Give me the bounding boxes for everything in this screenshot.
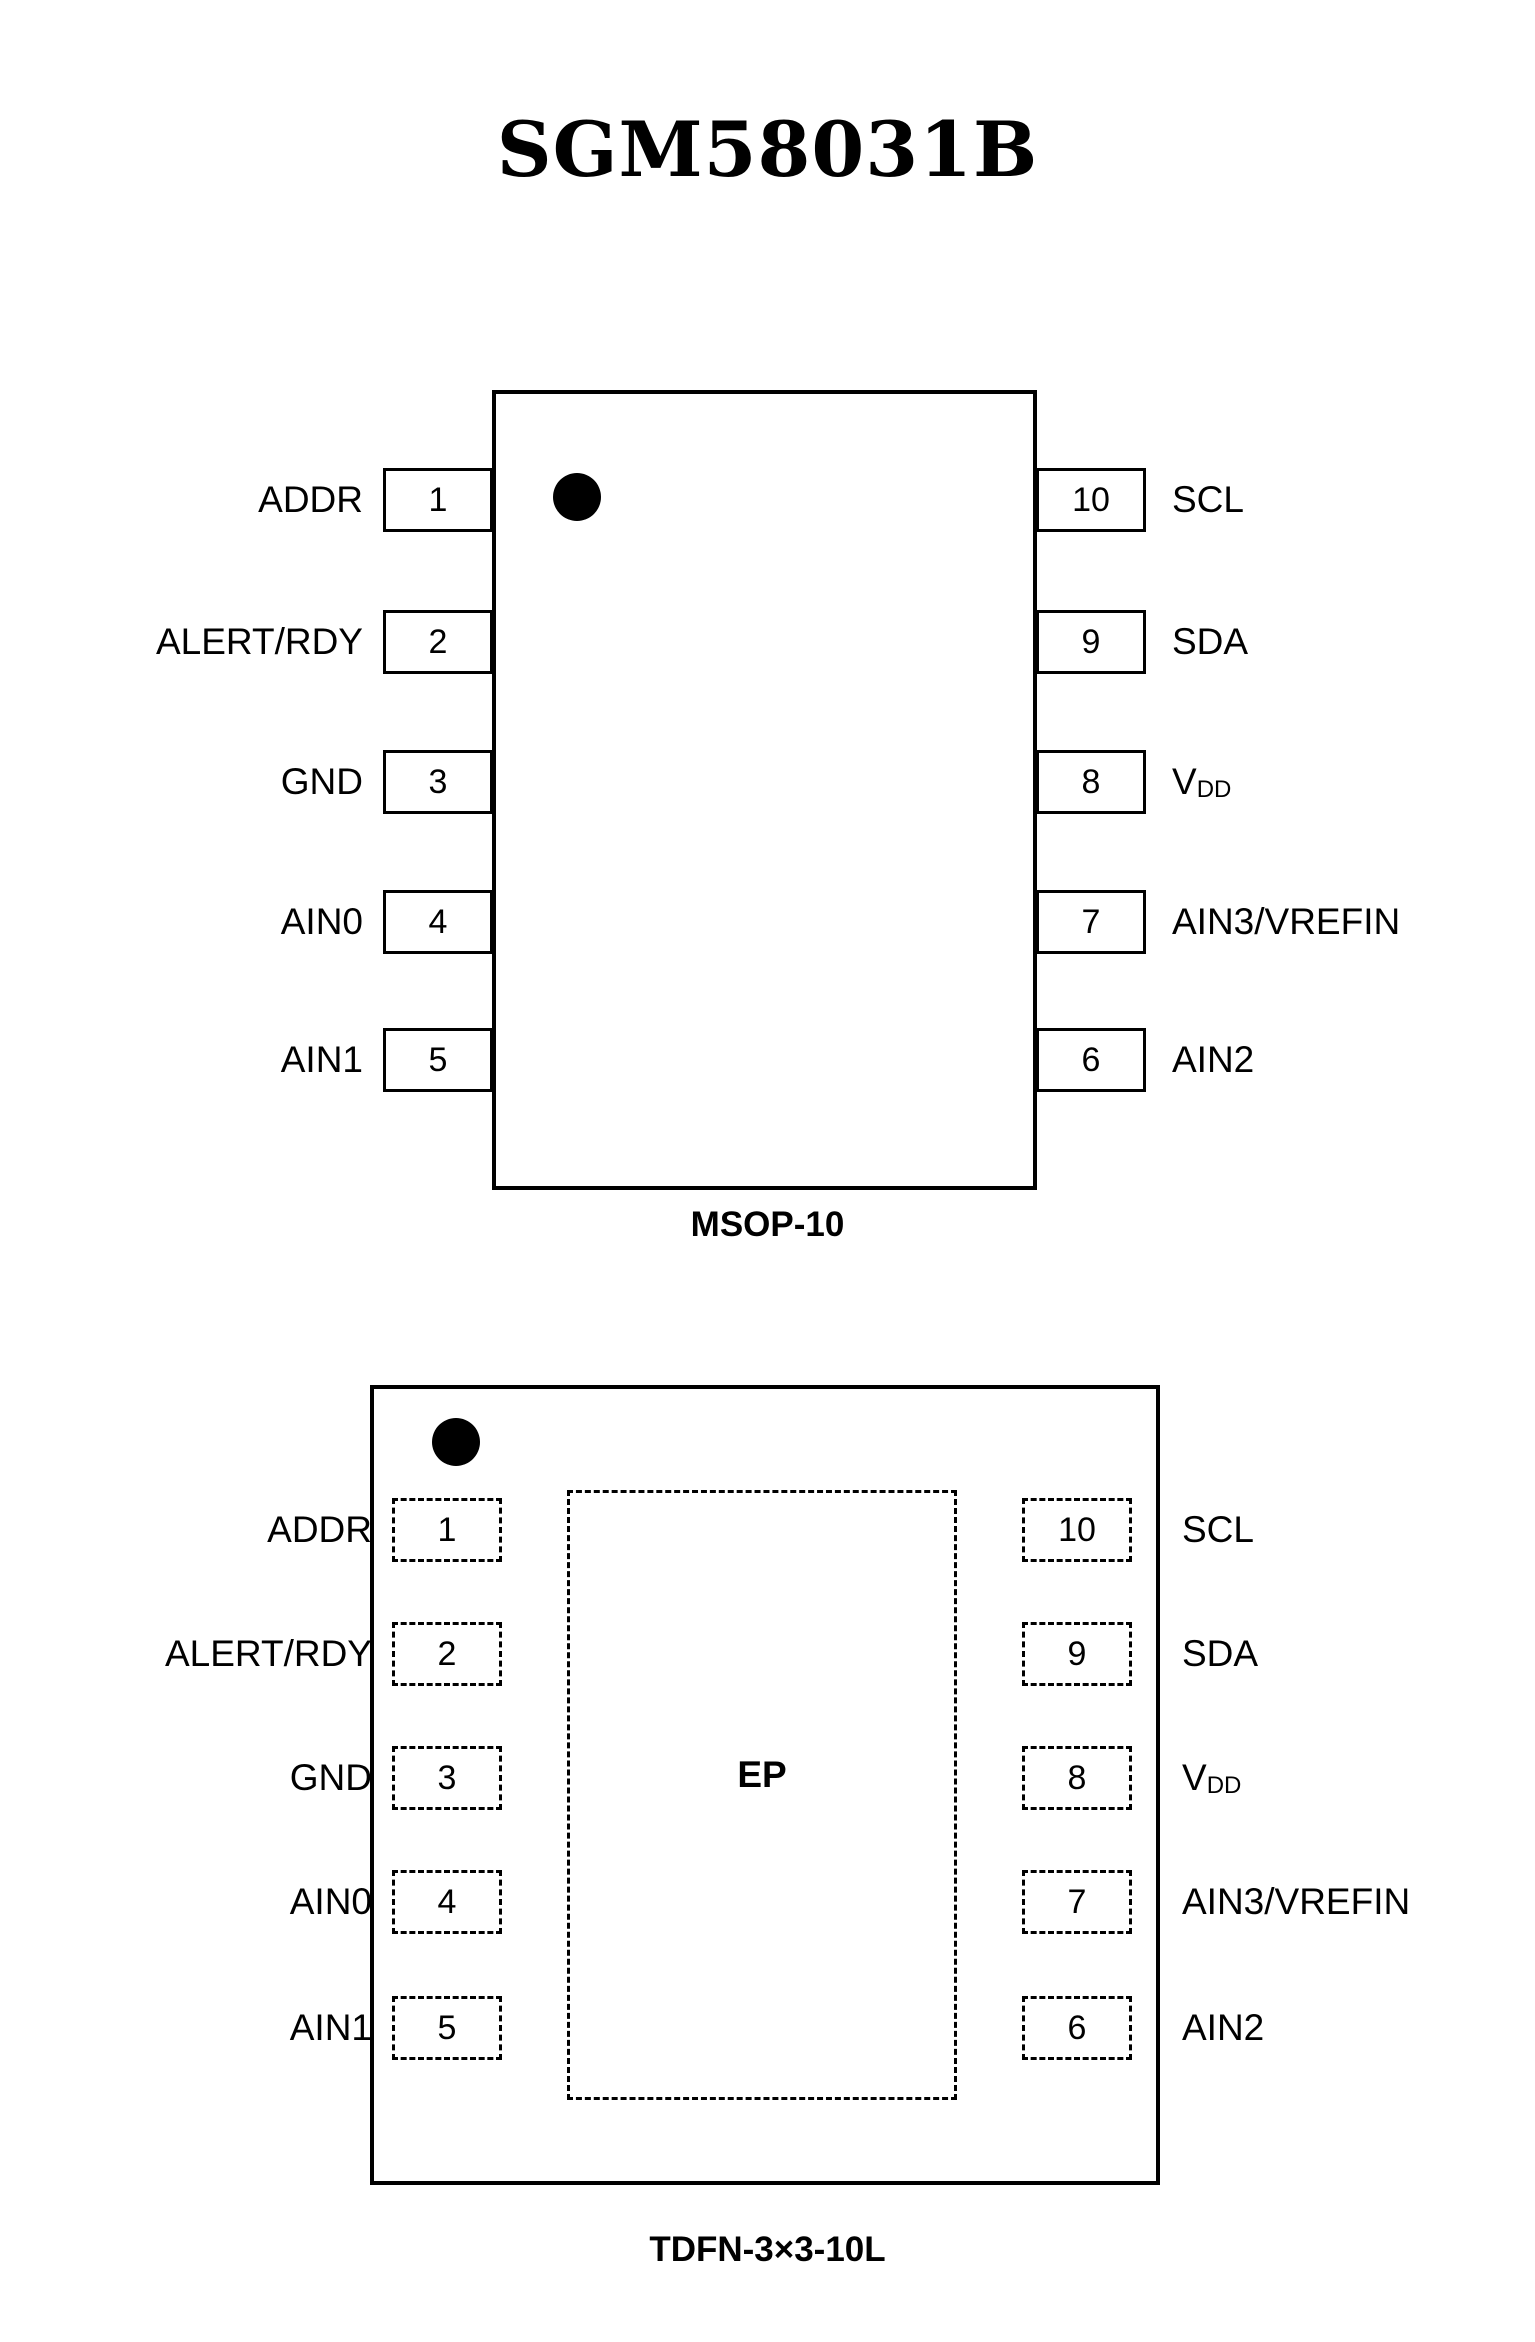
- pin-pad-left-2: [392, 1622, 502, 1686]
- pin-label-left-5: [50, 2002, 372, 2054]
- pin-label-subscript: DD: [1206, 1772, 1242, 1799]
- exposed-pad-label: EP: [737, 1754, 787, 1795]
- pin-label-text: ADDR: [258, 479, 363, 520]
- pin1-dot-icon: [432, 1418, 480, 1466]
- pin-number: 5: [437, 2008, 457, 2047]
- pin-number: 10: [1072, 480, 1110, 519]
- pin-number: 7: [1081, 902, 1101, 941]
- pin-label-text: AIN0: [289, 1881, 372, 1922]
- pin-number: 10: [1058, 1510, 1096, 1549]
- pin-pad-left-4: [392, 1870, 502, 1934]
- pin-number: 8: [1067, 1758, 1087, 1797]
- pin-number: 2: [437, 1634, 457, 1673]
- pin-label-text: AIN2: [1182, 2007, 1265, 2048]
- pin-number: 9: [1067, 1634, 1087, 1673]
- page-title: SGM58031B: [496, 105, 1039, 194]
- pin-pad-left-5: [392, 1996, 502, 2060]
- pin-number: 2: [428, 622, 448, 661]
- pin-label-text: SDA: [1182, 1633, 1259, 1674]
- pin-label-right-8: [1182, 1752, 1522, 1804]
- pin-pad-left-1: [392, 1498, 502, 1562]
- pin-number: 1: [428, 480, 448, 519]
- pin-label-text: ALERT/RDY: [156, 621, 363, 662]
- pin-label-text: AIN3/VREFIN: [1182, 1881, 1411, 1922]
- pin-label-left-4: [50, 1876, 372, 1928]
- pin-label-text: GND: [280, 761, 363, 802]
- pin-label-text: SCL: [1172, 479, 1244, 520]
- pin-number: 6: [1067, 2008, 1087, 2047]
- pin-label-text: ADDR: [267, 1509, 372, 1550]
- pin-pad-right-6: [1022, 1996, 1132, 2060]
- pin-number: 6: [1081, 1040, 1101, 1079]
- pin-label-left-2: [50, 1628, 372, 1680]
- pin-pad-right-10: [1022, 1498, 1132, 1562]
- pin-label-left-5: [73, 1034, 363, 1086]
- pin-number: 4: [437, 1882, 457, 1921]
- pin-pad-right-7: [1022, 1870, 1132, 1934]
- pin-label-text: AIN2: [1172, 1039, 1255, 1080]
- pin-label-text: SDA: [1172, 621, 1249, 662]
- pin-pad-left-3: [392, 1746, 502, 1810]
- pin-label-left-1: [50, 1504, 372, 1556]
- pin-number: 9: [1081, 622, 1101, 661]
- pin-label-text: AIN1: [280, 1039, 363, 1080]
- pin-number: 7: [1067, 1882, 1087, 1921]
- pin-pad-right-8: [1022, 1746, 1132, 1810]
- package-caption-tdfn: TDFN-3×3-10L: [649, 2230, 886, 2269]
- pin-label-right-10: [1182, 1504, 1522, 1556]
- pin-label-right-6: [1182, 2002, 1522, 2054]
- pin-number: 8: [1081, 762, 1101, 801]
- pin-pad-left-5: [383, 1028, 493, 1092]
- pin-number: 4: [428, 902, 448, 941]
- pin-label-text: AIN1: [289, 2007, 372, 2048]
- pin-label-right-9: [1182, 1628, 1522, 1680]
- pin-label-text: AIN0: [280, 901, 363, 942]
- pin-pad-right-6: [1036, 1028, 1146, 1092]
- pin-label-right-7: [1182, 1876, 1532, 1928]
- pin-pad-right-9: [1022, 1622, 1132, 1686]
- pin-label-text: GND: [289, 1757, 372, 1798]
- pin-label-text: V: [1172, 761, 1197, 802]
- pin-label-right-6: [1172, 1034, 1502, 1086]
- package-caption-msop: MSOP-10: [690, 1205, 845, 1244]
- pin-number: 1: [437, 1510, 457, 1549]
- pin-number: 3: [437, 1758, 457, 1797]
- pin-label-text: V: [1182, 1757, 1207, 1798]
- pin-label-text: ALERT/RDY: [165, 1633, 372, 1674]
- pin-label-text: SCL: [1182, 1509, 1254, 1550]
- pin-label-left-3: [50, 1752, 372, 1804]
- pin-label-text: AIN3/VREFIN: [1172, 901, 1401, 942]
- pin-number: 3: [428, 762, 448, 801]
- pin-number: 5: [428, 1040, 448, 1079]
- pin-label-subscript: DD: [1196, 776, 1232, 803]
